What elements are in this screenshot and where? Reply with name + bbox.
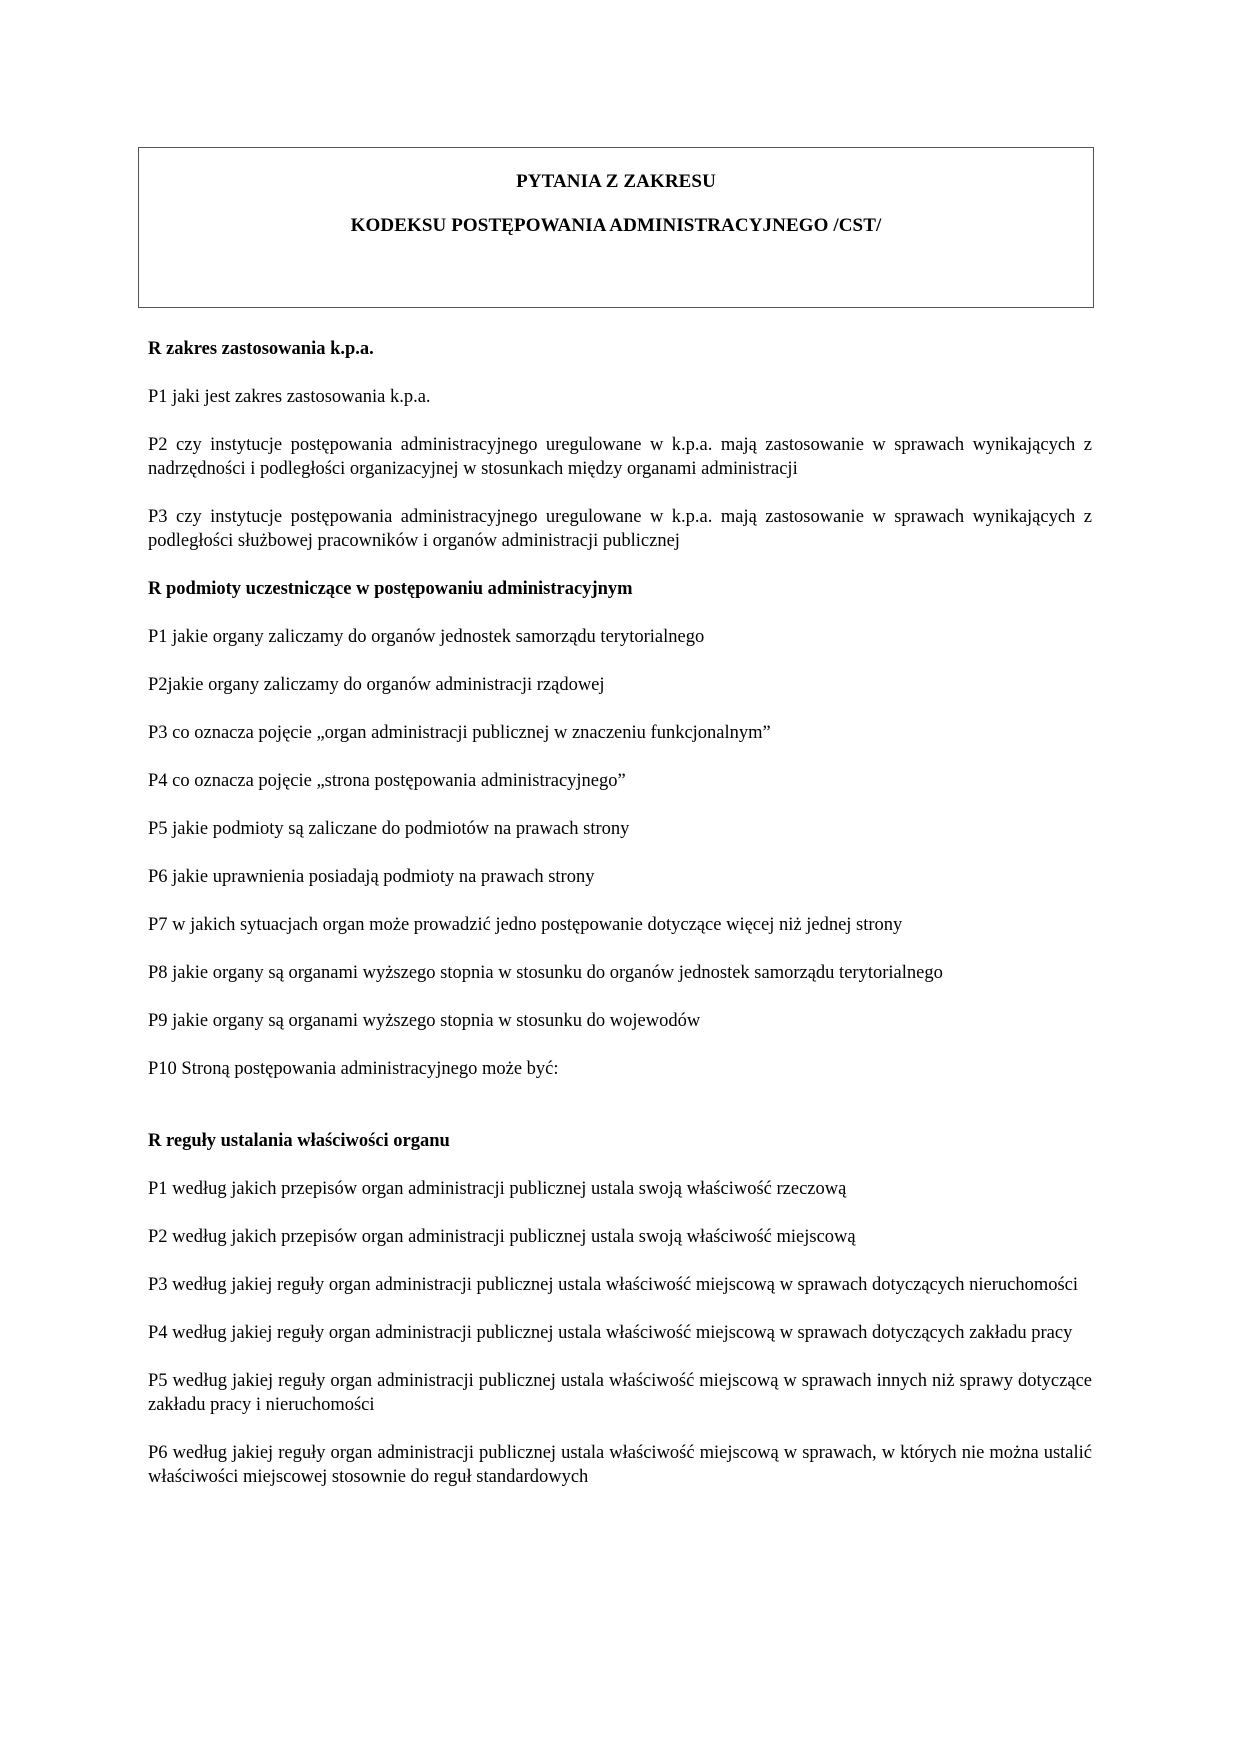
question-item: P2jakie organy zaliczamy do organów administracji rządowej [148,675,605,695]
section-heading: R zakres zastosowania k.p.a. [148,339,374,359]
title-box [138,147,1094,308]
question-item: P7 w jakich sytuacjach organ może prowadzić jedno postępowanie dotyczące więcej niż jednej strony [148,915,903,935]
question-item: P8 jakie organy są organami wyższego stopnia w stosunku do organów jednostek samorządu terytorialnego [148,963,943,983]
question-item: P4 według jakiej reguły organ administracji publicznej ustala właściwość miejscową w sprawach dotyczących zakładu pracy [148,1323,1073,1343]
question-item: P3 czy instytucje postępowania administracyjnego uregulowane w k.p.a. mają zastosowanie w sprawach wynikających z podległości służbowej pracowników i organów administracji publicznej [148,507,1092,551]
question-item: P3 co oznacza pojęcie „organ administracji publicznej w znaczeniu funkcjonalnym” [148,723,771,743]
question-item: P1 jakie organy zaliczamy do organów jednostek samorządu terytorialnego [148,627,705,647]
question-item: P3 według jakiej reguły organ administracji publicznej ustala właściwość miejscową w sprawach dotyczących nieruchomości [148,1275,1079,1295]
document-body [148,337,1092,1513]
question-item: P9 jakie organy są organami wyższego stopnia w stosunku do wojewodów [148,1011,701,1031]
section-heading: R reguły ustalania właściwości organu [148,1131,450,1151]
question-item: P1 jaki jest zakres zastosowania k.p.a. [148,387,431,407]
question-item: P1 według jakich przepisów organ administracji publicznej ustala swoją właściwość rzeczową [148,1179,847,1199]
question-item: P6 według jakiej reguły organ administracji publicznej ustala właściwość miejscową w sprawach, w których nie można ustalić właściwości miejscowej stosownie do reguł standardowych [148,1443,1092,1487]
question-item: P6 jakie uprawnienia posiadają podmioty na prawach strony [148,867,595,887]
section-heading: R podmioty uczestniczące w postępowaniu administracyjnym [148,579,633,599]
question-item: P10 Stroną postępowania administracyjnego może być: [148,1059,559,1079]
question-item: P5 według jakiej reguły organ administracji publicznej ustala właściwość miejscową w sprawach innych niż sprawy dotyczące zakładu pracy i nieruchomości [148,1371,1092,1415]
document-title-line-2: KODEKSU POSTĘPOWANIA ADMINISTRACYJNEGO /CST/ [350,215,882,236]
question-item: P5 jakie podmioty są zaliczane do podmiotów na prawach strony [148,819,630,839]
question-item: P2 czy instytucje postępowania administracyjnego uregulowane w k.p.a. mają zastosowanie w sprawach wynikających z nadrzędności i podległości organizacyjnej w stosunkach między organami administracji [148,435,1092,479]
document-title-line-1: PYTANIA Z ZAKRESU [516,171,716,192]
question-item: P4 co oznacza pojęcie „strona postępowania administracyjnego” [148,771,626,791]
question-item: P2 według jakich przepisów organ administracji publicznej ustala swoją właściwość miejscową [148,1227,856,1247]
